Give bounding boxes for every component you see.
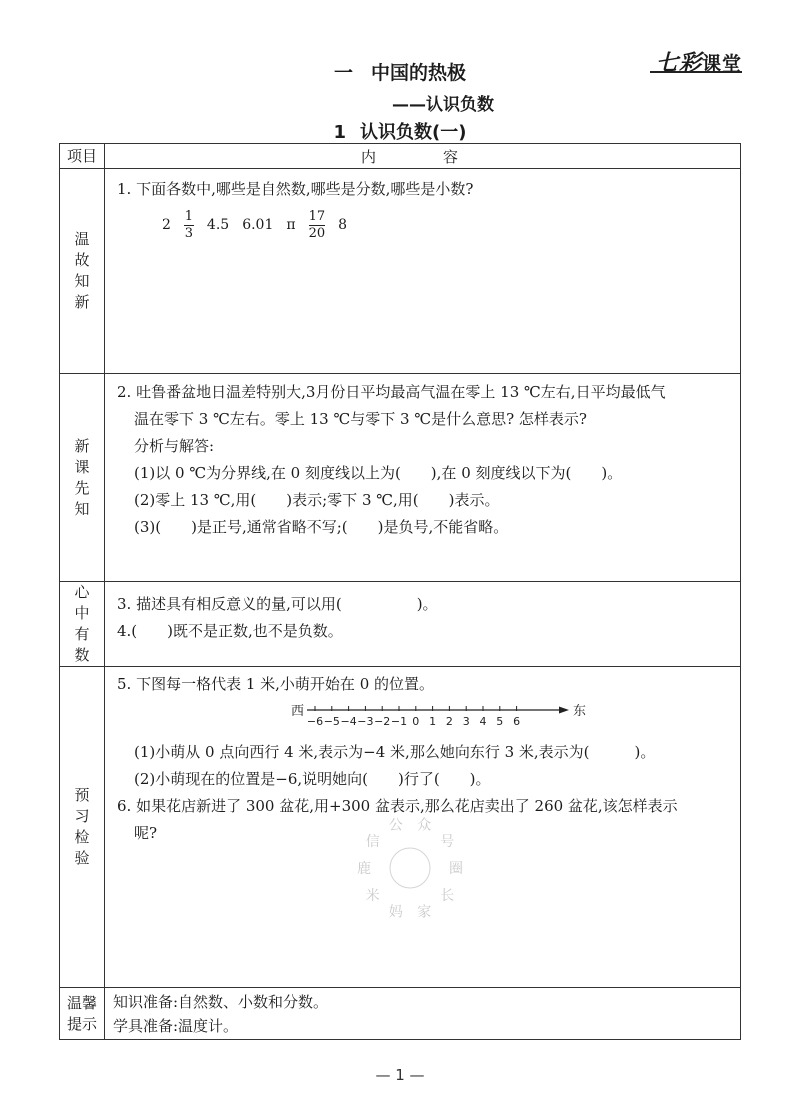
header-item: 项目 (60, 144, 105, 169)
section-content-tips (105, 988, 741, 1040)
question-2-part2: (2)零上 13 ℃,用( )表示;零下 3 ℃,用( )表示。 (134, 491, 500, 509)
tick-label: 0 (412, 715, 420, 728)
tick-label: −1 (390, 715, 408, 728)
question-5-part1: (1)小萌从 0 点向西行 4 米,表示为−4 米,那么她向东行 3 米,表示为( )。 (134, 743, 656, 761)
page-number: — 1 — (375, 1066, 425, 1084)
stamp-character: 家 (417, 904, 432, 921)
analysis-label: 分析与解答: (134, 437, 215, 455)
question-2-part1: (1)以 0 ℃为分界线,在 0 刻度线以上为( ),在 0 刻度线以下为( )。 (134, 464, 623, 482)
knowledge-prep: 知识准备:自然数、小数和分数。 (113, 993, 329, 1011)
lesson-title-text: 认识负数(一) (360, 122, 467, 143)
number-list (162, 209, 730, 242)
stamp-character: 信 (365, 833, 380, 850)
number-item: 8 (338, 217, 348, 233)
section-label-review: 温故知新 (60, 169, 105, 374)
watermark-stamp (352, 810, 468, 926)
fraction-seventeen-twentieths: $\frac{17}{20}$ (308, 209, 326, 241)
tick-label: 4 (479, 715, 487, 728)
number-line-svg (289, 702, 589, 728)
question-2-part3: (3)( )是正号,通常省略不写;( )是负号,不能省略。 (134, 518, 509, 536)
table-row (60, 582, 741, 667)
question-6-line2: 呢? (134, 824, 158, 842)
header-content-cell (105, 144, 741, 169)
number-item: 2 (162, 217, 171, 233)
tick-label: 5 (496, 715, 504, 728)
question-5-part2: (2)小萌现在的位置是−6,说明她向( )行了( )。 (134, 770, 491, 788)
stamp-character: 公 (388, 817, 403, 834)
question-1: 1. 下面各数中,哪些是自然数,哪些是分数,哪些是小数? (117, 180, 474, 198)
question-2-line1: 2. 吐鲁番盆地日温差特别大,3月份日平均最高气温在零上 13 ℃左右,日平均最低气 (117, 383, 666, 401)
unit-title (0, 58, 800, 85)
tick-label: −2 (374, 715, 391, 728)
tick-label: 3 (462, 715, 470, 728)
east-label: 东 (573, 704, 587, 719)
tick-label: 1 (429, 715, 437, 728)
stamp-character: 妈 (388, 904, 403, 921)
stamp-character: 鹿 (357, 861, 371, 877)
pi-symbol: π (286, 217, 296, 233)
tool-prep: 学具准备:温度计。 (113, 1017, 239, 1035)
tick-label: −5 (323, 715, 340, 728)
question-2-line2: 温在零下 3 ℃左右。零上 13 ℃与零下 3 ℃是什么意思? 怎样表示? (134, 410, 587, 428)
tick-label: 2 (445, 715, 453, 728)
number-item: 4.5 (206, 217, 230, 233)
section-content-preview (105, 374, 741, 582)
unit-number: 一 (333, 62, 353, 84)
table-row (60, 374, 741, 582)
number-line (289, 702, 730, 737)
question-4: 4.( )既不是正数,也不是负数。 (117, 622, 343, 640)
section-label-check: 预习检验 (60, 667, 105, 988)
section-label-preview: 新课先知 (60, 374, 105, 582)
fraction-one-third: $\frac{1}{3}$ (184, 209, 194, 241)
question-3: 3. 描述具有相反意义的量,可以用( )。 (117, 595, 438, 613)
stamp-character: 圈 (449, 861, 463, 877)
stamp-center (390, 848, 430, 888)
stamp-character: 号 (440, 833, 455, 850)
stamp-character: 众 (417, 817, 432, 834)
arrow-head (559, 707, 569, 714)
unit-subtitle: ——认识负数 (392, 95, 494, 115)
table-header-row (60, 144, 741, 169)
header-content: 内 容 (360, 147, 484, 166)
unit-title-text: 中国的热极 (371, 62, 467, 84)
tick-label: −3 (357, 715, 374, 728)
question-6-line1: 6. 如果花店新进了 300 盆花,用+300 盆表示,那么花店卖出了 260 盆花,该怎样表示 (117, 797, 678, 815)
west-label: 西 (291, 704, 305, 719)
stamp-character: 长 (440, 888, 455, 905)
tick-label: −4 (340, 715, 357, 728)
lesson-number: 1 (333, 122, 347, 143)
table-row (60, 988, 741, 1040)
brand-logo: 七彩课堂 (655, 51, 742, 76)
tick-label: 6 (513, 715, 521, 728)
section-label-understanding: 心中有数 (60, 582, 105, 667)
table-row (60, 169, 741, 374)
stamp-character: 米 (365, 888, 380, 905)
number-item: 6.01 (242, 217, 274, 233)
section-label-tips: 温馨提示 (60, 988, 105, 1040)
section-content-review (105, 169, 741, 374)
tick-label: −6 (306, 715, 324, 728)
question-5: 5. 下图每一格代表 1 米,小萌开始在 0 的位置。 (117, 675, 435, 693)
lesson-title (0, 118, 800, 144)
section-content-understanding (105, 582, 741, 667)
